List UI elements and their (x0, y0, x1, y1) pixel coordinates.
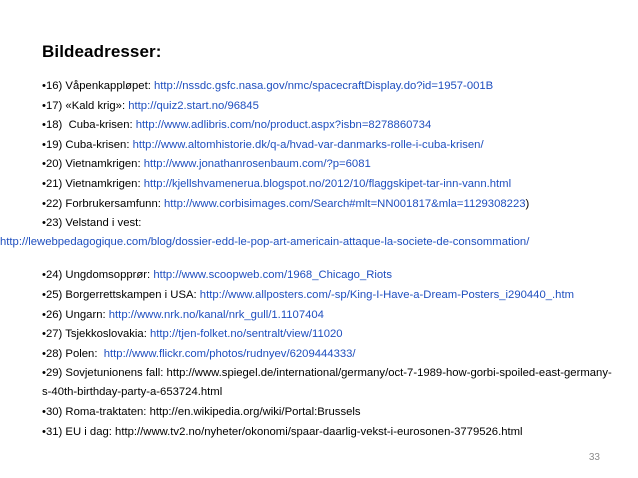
bullet: • (42, 347, 46, 360)
bullet: • (42, 425, 46, 438)
item-text: 29) Sovjetunionens fall: http://www.spiegel.de/international/germany/oct-7-1989-how-gorbi-spoiled-east-germany-s-40th-birthday-party-a-653724.html (42, 367, 612, 398)
item-label: 28) Polen: (45, 347, 104, 360)
item-label: 27) Tsjekkoslovakia: (45, 328, 150, 341)
list-item-16 (42, 77, 612, 97)
item-label: 21) Vietnamkrigen: (45, 177, 144, 190)
list-item-23-link-line (0, 233, 612, 253)
bullet: • (42, 288, 46, 301)
item-link[interactable]: http://lewebpedagogique.com/blog/dossier-edd-le-pop-art-americain-attaque-la-societe-de-consommation/ (0, 235, 530, 248)
list-item-24 (42, 266, 612, 286)
bullet: • (42, 269, 46, 282)
item-label: 25) Borgerrettskampen i USA: (45, 288, 200, 301)
list-item-20 (42, 155, 612, 175)
bullet: • (42, 406, 46, 419)
item-link[interactable]: http://www.scoopweb.com/1968_Chicago_Riots (153, 269, 392, 282)
bullet: • (42, 80, 46, 92)
page-number: 33 (588, 452, 600, 463)
bullet: • (42, 328, 46, 341)
list-item-31 (42, 423, 612, 443)
bullet: • (42, 177, 46, 190)
image-address-list (0, 77, 612, 443)
item-link[interactable]: http://kjellshvamenerua.blogspot.no/2012/10/flaggskipet-tar-inn-vann.html (143, 177, 512, 190)
bullet: • (42, 99, 46, 112)
list-spacer (42, 252, 612, 266)
list-item-30 (42, 403, 612, 423)
item-link[interactable]: http://www.jonathanrosenbaum.com/?p=6081 (143, 158, 371, 171)
item-text: 31) EU i dag: http://www.tv2.no/nyheter/okonomi/spaar-daarlig-vekst-i-eurosonen-3779526.html (45, 425, 523, 438)
list-item-26 (42, 306, 612, 326)
item-label: 20) Vietnamkrigen: (45, 158, 144, 171)
list-item-17 (42, 97, 612, 117)
item-label: 24) Ungdomsopprør: (45, 269, 154, 282)
item-link[interactable]: http://www.flickr.com/photos/rudnyev/6209444333/ (103, 347, 356, 360)
item-label: 18) Cuba-krisen: (45, 119, 136, 132)
list-item-23 (42, 214, 612, 234)
list-item-18 (42, 116, 612, 136)
item-link[interactable]: http://tjen-folket.no/sentralt/view/11020 (150, 328, 343, 341)
bullet: • (42, 138, 46, 151)
list-item-22 (42, 195, 612, 215)
item-label: 16) Våpenkappløpet: (45, 80, 154, 92)
list-item-28 (42, 345, 612, 365)
bullet: • (42, 158, 46, 171)
item-label: 26) Ungarn: (45, 308, 109, 321)
item-label: 17) «Kald krig»: (45, 99, 129, 112)
list-item-29 (42, 364, 612, 401)
item-label: 23) Velstand i vest: (45, 217, 142, 230)
bullet: • (42, 119, 46, 132)
item-link[interactable]: http://www.altomhistorie.dk/q-a/hvad-var-danmarks-rolle-i-cuba-krisen/ (132, 138, 484, 151)
item-link[interactable]: http://www.nrk.no/kanal/nrk_gull/1.1107404 (108, 308, 324, 321)
list-item-19 (42, 136, 612, 156)
item-link[interactable]: http://nssdc.gsfc.nasa.gov/nmc/spacecraftDisplay.do?id=1957-001B (154, 80, 494, 92)
item-label: 19) Cuba-krisen: (45, 138, 133, 151)
item-suffix: ) (525, 197, 530, 210)
bullet: • (42, 197, 46, 210)
item-label: 22) Forbrukersamfunn: (45, 197, 165, 210)
item-link[interactable]: http://www.adlibris.com/no/product.aspx?isbn=8278860734 (135, 119, 432, 132)
bullet: • (42, 367, 46, 380)
list-item-25 (42, 286, 612, 306)
item-link[interactable]: http://www.allposters.com/-sp/King-I-Have-a-Dream-Posters_i290440_.htm (199, 288, 574, 301)
slide-title: Bildeadresser: (42, 42, 162, 61)
list-item-27 (42, 325, 612, 345)
bullet: • (42, 308, 46, 321)
list-item-21 (42, 175, 612, 195)
item-link[interactable]: http://www.corbisimages.com/Search#mlt=NN001817&mla=1129308223 (164, 197, 526, 210)
bullet: • (42, 217, 46, 230)
item-text: 30) Roma-traktaten: http://en.wikipedia.org/wiki/Portal:Brussels (45, 406, 361, 419)
item-link[interactable]: http://quiz2.start.no/96845 (128, 99, 259, 112)
